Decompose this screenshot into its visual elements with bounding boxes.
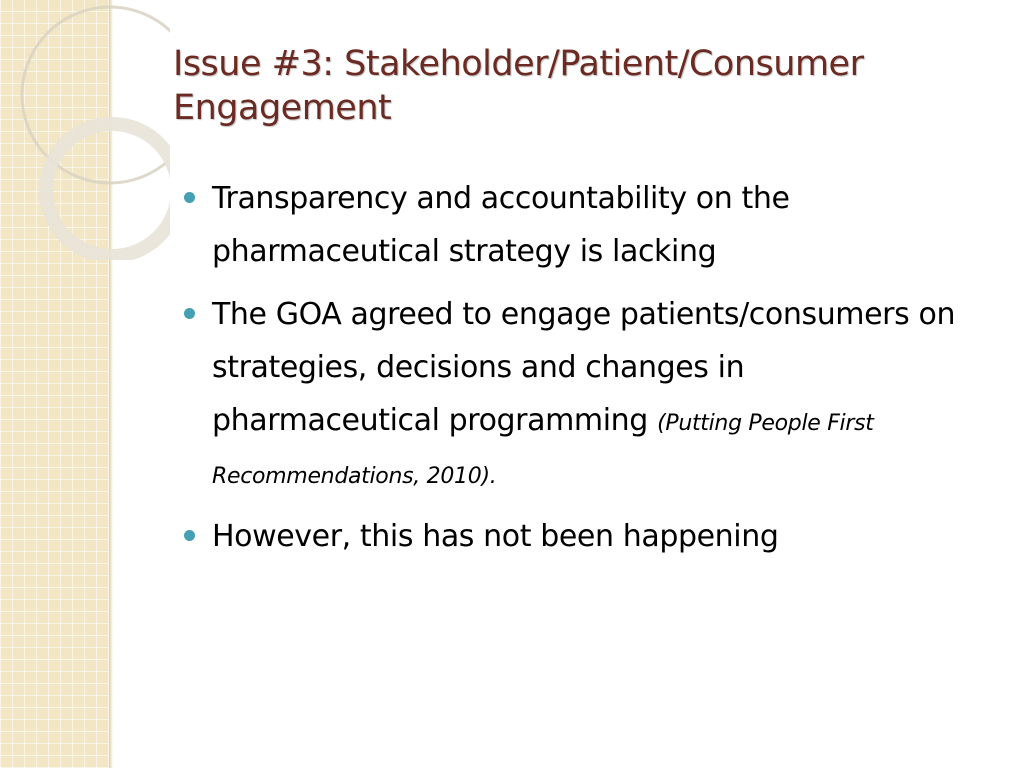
bullet-text: The GOA agreed to engage patients/consumers on strategies, decisions and changes in pharmaceutical programming	[212, 297, 956, 438]
bullet-marker-icon	[184, 192, 195, 203]
decorative-rings	[0, 0, 170, 260]
bullet-marker-icon	[184, 308, 195, 319]
bullet-item	[180, 510, 970, 563]
bullet-marker-icon	[184, 530, 195, 541]
bullet-item	[180, 288, 970, 500]
bullet-item	[180, 172, 970, 278]
bullet-text: Transparency and accountability on the pharmaceutical strategy is lacking	[212, 181, 790, 269]
bullet-list	[180, 172, 970, 573]
bullet-text: However, this has not been happening	[212, 519, 779, 554]
bullet-citation: (Putting People First Recommendations, 2010).	[212, 411, 874, 489]
slide-title: Issue #3: Stakeholder/Patient/Consumer Engagement	[173, 44, 864, 128]
